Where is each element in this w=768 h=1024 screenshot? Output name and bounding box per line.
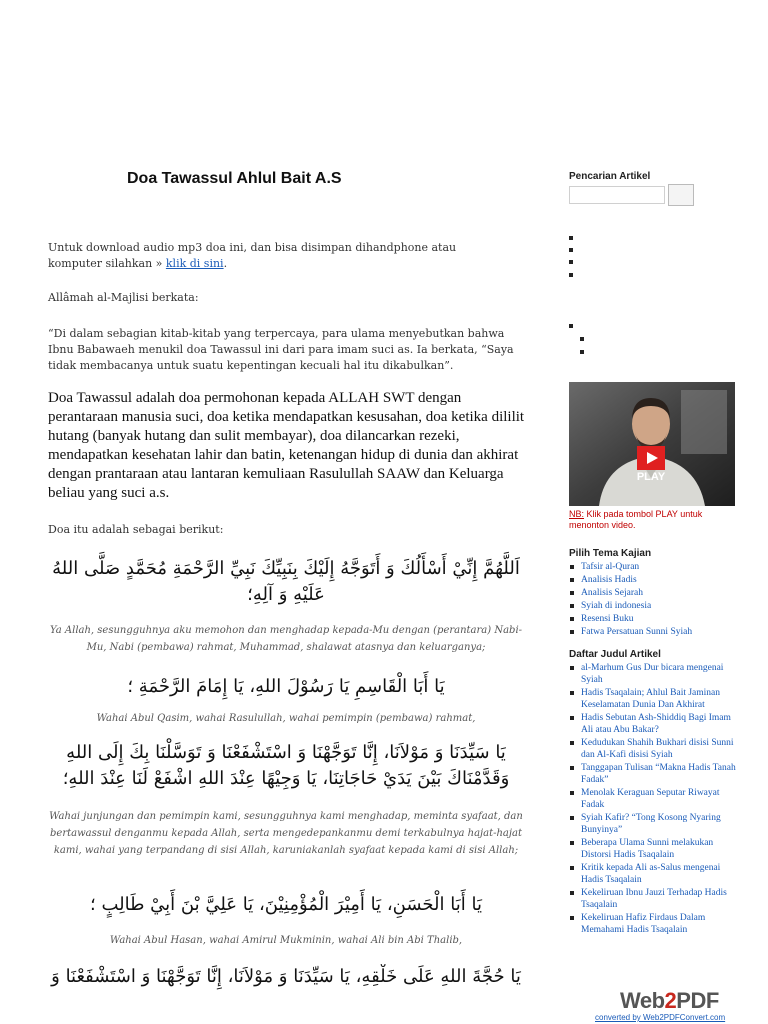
article-link[interactable]: al-Marhum Gus Dur bicara mengenai Syiah: [581, 663, 724, 685]
list-item[interactable]: [569, 787, 739, 811]
list-item[interactable]: [569, 737, 739, 761]
list-item[interactable]: [569, 613, 692, 625]
tema-link[interactable]: Fatwa Persatuan Sunni Syiah: [581, 627, 693, 637]
article-link[interactable]: Tanggapan Tulisan “Makna Hadis Tanah Fadak”: [581, 763, 736, 785]
translation-verse-4: Wahai Abul Hasan, wahai Amirul Mukminin, wahai Ali bin Abi Thalib,: [109, 935, 463, 946]
nb-text: Klik pada tombol PLAY untuk menonton video.: [569, 509, 703, 530]
bullet: [580, 350, 584, 354]
list-item[interactable]: [569, 600, 692, 612]
search-input[interactable]: [569, 186, 665, 204]
converted-by-link[interactable]: converted by Web2PDFConvert.com: [595, 1013, 726, 1022]
arabic-verse-4: يَا أَبَا الْحَسَنِ، يَا أَمِيْرَ الْمُؤْمِنِيْنَ، يَا عَلِيَّ بْنَ أَبِيْ طَالِبٍ ؛: [90, 894, 482, 915]
article-link[interactable]: Kekeliruan Hafiz Firdaus Dalam Memahami Hadis Tsaqalain: [581, 913, 706, 935]
bullet: [569, 273, 573, 277]
brand-part: Web: [620, 988, 665, 1013]
list-item[interactable]: [569, 712, 739, 736]
list-item[interactable]: [569, 762, 739, 786]
article-link[interactable]: Menolak Keraguan Seputar Riwayat Fadak: [581, 788, 720, 810]
article-link[interactable]: Hadis Sebutan Ash-Shiddiq Bagi Imam Ali atau Abu Bakar?: [581, 713, 731, 735]
download-link[interactable]: klik di sini: [165, 257, 224, 270]
list-item[interactable]: [569, 812, 739, 836]
web2pdf-wordmark: [620, 988, 719, 1014]
list-item[interactable]: [569, 626, 692, 638]
article-link[interactable]: Kritik kepada Ali as-Salus mengenai Hadis Tsaqalain: [581, 863, 721, 885]
tema-link[interactable]: Analisis Sejarah: [581, 588, 644, 598]
intro-paragraph: [48, 240, 498, 272]
search-button[interactable]: [668, 184, 694, 206]
article-link[interactable]: Beberapa Ulama Sunni melakukan Distorsi Hadis Tsaqalain: [581, 838, 714, 860]
bullet: [569, 236, 573, 240]
tema-link[interactable]: Analisis Hadis: [581, 575, 637, 585]
list-item[interactable]: [569, 887, 739, 911]
quote-paragraph: “Di dalam sebagian kitab-kitab yang terpercaya, para ulama menyebutkan bahwa Ibnu Babawaeh menukil doa Tawassul ini dari para imam suci as. Ia berkata, “Saya tidak membacanya untuk suatu kepentingan kecuali hal itu dikabulkan”.: [48, 327, 514, 372]
list-item[interactable]: [569, 561, 692, 573]
tema-heading: Pilih Tema Kajian: [569, 548, 652, 559]
translation-verse-2: Wahai Abul Qasim, wahai Rasulullah, wahai pemimpin (pembawa) rahmat,: [96, 713, 476, 724]
article-link[interactable]: Kekeliruan Ibnu Jauzi Terhadap Hadis Tsaqalain: [581, 888, 727, 910]
bullet: [569, 248, 573, 252]
nb-label: NB:: [569, 509, 585, 519]
author-line: Allâmah al-Majlisi berkata:: [48, 291, 199, 304]
article-link[interactable]: Hadis Tsaqalain; Ahlul Bait Jaminan Keselamatan Dunia Dan Akhirat: [581, 688, 721, 710]
arabic-verse-2: يَا أَبَا الْقَاسِمِ يَا رَسُوْلَ اللهِ، يَا إِمَامَ الرَّحْمَةِ ؛: [127, 676, 445, 697]
doa-intro: Doa itu adalah sebagai berikut:: [48, 523, 224, 536]
daftar-list: [569, 662, 739, 937]
description-paragraph: Doa Tawassul adalah doa permohonan kepada ALLAH SWT dengan perantaraan manusia suci, doa ketika mendapatkan kesusahan, doa ketika dililit hutang (banyak hutang dan sulit membayar), doa dilancarkan rezeki, mendapatkan kesehatan lahir dan batin, ketenangan hidup di dunia dan akhirat dengan prantaraan atau lantaran kemuliaan Rasulullah SAAW dan Keluarga beliau yang suci a.s.: [48, 390, 525, 501]
tema-link[interactable]: Resensi Buku: [581, 614, 634, 624]
article-link[interactable]: Kedudukan Shahih Bukhari disisi Sunni dan Al-Kafi disisi Syiah: [581, 738, 734, 760]
search-heading: Pencarian Artikel: [569, 171, 651, 182]
brand-part: PDF: [676, 988, 719, 1013]
arabic-verse-5: يَا حُجَّةَ اللهِ عَلَى خَلْقِهِ، يَا سَيِّدَنَا وَ مَوْلاَنَا، إِنَّا تَوَجَّهْنَا وَ اسْتَشْفَعْنَا وَ: [51, 966, 521, 987]
bullet: [569, 324, 573, 328]
list-item[interactable]: [569, 837, 739, 861]
arabic-verse-1: اَللَّهُمَّ إِنِّيْ أَسْأَلُكَ وَ أَتَوَجَّهُ إِلَيْكَ بِنَبِيِّكَ نَبِيِّ الرَّحْمَةِ مُحَمَّدٍ صَلَّى اللهُ عَلَيْهِ وَ آلِهِ؛: [52, 558, 520, 605]
translation-verse-3: Wahai junjungan dan pemimpin kami, sesungguhnya kami menghadap, meminta syafaat, dan bertawassul denganmu kepada Allah, serta mengedepankanmu demi terkabulnya hajat-hajat kami, wahai yang terpandang di sisi Allah, karuniakanlah syafaat kepada kami di sisi Allah;: [49, 811, 523, 856]
list-item[interactable]: [569, 687, 739, 711]
video-note: [569, 509, 739, 531]
video-player[interactable]: [569, 382, 735, 506]
tema-list: [569, 561, 692, 639]
translation-verse-1: Ya Allah, sesungguhnya aku memohon dan menghadap kepada-Mu dengan (perantara) Nabi-Mu, Nabi (pembawa) rahmat, Muhammad, shalawat atasnya dan keluarganya;: [49, 625, 523, 653]
intro-end: .: [223, 257, 228, 270]
play-label: PLAY: [636, 471, 666, 483]
list-item[interactable]: [569, 587, 692, 599]
article-title: Doa Tawassul Ahlul Bait A.S: [127, 170, 342, 187]
list-item[interactable]: [569, 574, 692, 586]
arabic-verse-3: يَا سَيِّدَنَا وَ مَوْلاَنَا، إِنَّا تَوَجَّهْنَا وَ اسْتَشْفَعْنَا وَ تَوَسَّلْنَا بِكَ إِلَى اللهِ وَقَدَّمْنَاكَ بَيْنَ يَدَيْ حَاجَاتِنَا، يَا وَجِيْهًا عِنْدَ اللهِ اشْفَعْ لَنَا عِنْدَ اللهِ؛: [62, 742, 510, 789]
article-link[interactable]: Syiah Kafir? “Tong Kosong Nyaring Bunyinya”: [581, 813, 721, 835]
list-item[interactable]: [569, 862, 739, 886]
list-item[interactable]: [569, 912, 739, 936]
bullet: [580, 337, 584, 341]
web2pdf-logo: [620, 988, 740, 1012]
brand-part: 2: [664, 988, 677, 1013]
list-item[interactable]: [569, 662, 739, 686]
bullet: [569, 260, 573, 264]
tema-link[interactable]: Tafsir al-Quran: [581, 562, 640, 572]
daftar-heading: Daftar Judul Artikel: [569, 649, 661, 660]
tema-link[interactable]: Syiah di indonesia: [581, 601, 652, 611]
play-button[interactable]: [631, 444, 671, 484]
intro-text: Untuk download audio mp3 doa ini, dan bisa disimpan dihandphone atau komputer silahkan »: [48, 241, 457, 270]
